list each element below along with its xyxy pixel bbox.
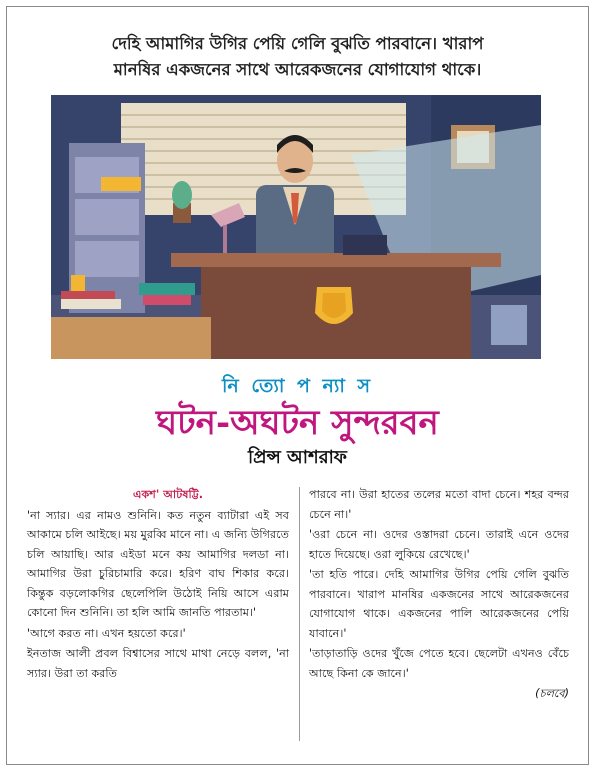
detective-office-illustration: [51, 95, 541, 359]
book-1: [61, 299, 121, 309]
paragraph: পারবে না। উরা হাতের তলের মতো বাদা চেনে। শহর বন্দর চেনে না।': [309, 488, 569, 521]
side-chair-shape: [491, 305, 527, 345]
book-3: [139, 283, 195, 295]
police-badge-inner: [322, 293, 346, 318]
author-name: প্রিন্স আশরাফ: [248, 447, 347, 468]
column-divider: [299, 487, 300, 741]
paragraph: 'তাড়াতাড়ি ওদের খুঁজে পেতে হবে। ছেলেটা এখনও বেঁচে আছে কিনা কে জানে।': [309, 647, 569, 680]
book-4: [143, 295, 191, 305]
laptop-shape: [343, 235, 387, 255]
article-column-right: [309, 485, 569, 704]
cabinet-drawer-3: [75, 241, 139, 277]
plant-leaves: [172, 181, 192, 209]
chapter-heading: একশ' আটষট্টি.: [132, 488, 204, 501]
desk-top-shape: [171, 253, 501, 267]
cabinet-drawer-2: [75, 199, 139, 235]
series-label: নি ত্যো প ন্যা স: [221, 375, 374, 397]
pull-quote-line-1: দেহি আমাগির উগির পেয়ি গেলি বুঝতি পারবানে। খারাপ: [111, 34, 484, 53]
paragraph: 'ওরা চেনে না। ওদের ওস্তাদরা চেনে। তারাই এনে ওদের হাতে দিয়েছে। ওরা লুকিয়ে রেখেছে।': [309, 528, 569, 561]
pencil-cup: [71, 275, 85, 291]
book-2: [61, 291, 115, 299]
pull-quote: [27, 31, 568, 83]
desk-lamp-stand: [223, 225, 227, 255]
article-column-left: [27, 485, 289, 684]
to-be-continued: (চলবে): [535, 687, 569, 700]
pull-quote-line-2: মানষির একজনের সাথে আরেকজনের যোগাযোগ থাকে।: [113, 60, 482, 79]
illustration-svg: [51, 95, 541, 359]
folder-shape: [101, 177, 141, 191]
story-title: ঘটন-অঘটন সুন্দরবন: [156, 403, 439, 443]
paragraph: 'আগে করত না। এখন হয়তো করে।': [27, 626, 186, 640]
paragraph: 'না স্যার। এর নামও শুনিনি। কত নতুন ব্যাটারা এই সব আকামে চলি আইছে। ময় মুরব্বি মানে না। এ জন্যি উগিরতে চলি আয়াছি। আর এইডা মনে কয় আমাগির দলডা না। আমাগির উরা চুরিচামারি করে। হরিণ বাঘ শিকার করে। কিন্তুক বড়লোকগির ছেলেপিলি উঠোই নিয়ি আসে এরাম কোনো দিন শুনিনি। তা হলি আমি জানতি পারতাম।': [27, 508, 289, 619]
paragraph: ইনতাজ আলী প্রবল বিশ্বাসের সাথে মাথা নেড়ে বলল, 'না স্যার। উরা তা করতি: [27, 647, 289, 680]
paragraph: 'তা হতি পারে। দেহি আমাগির উগির পেয়ি গেলি বুঝতি পারবানে। খারাপ মানষির একজনের সাথে আরেকজনের যোগাযোগ থাকে। একজনের পালি আরেকজনের পেয়ি যাবানে।': [309, 568, 569, 640]
newspaper-page: [6, 6, 589, 765]
article-body: [27, 485, 567, 747]
front-table-shape: [51, 317, 211, 359]
